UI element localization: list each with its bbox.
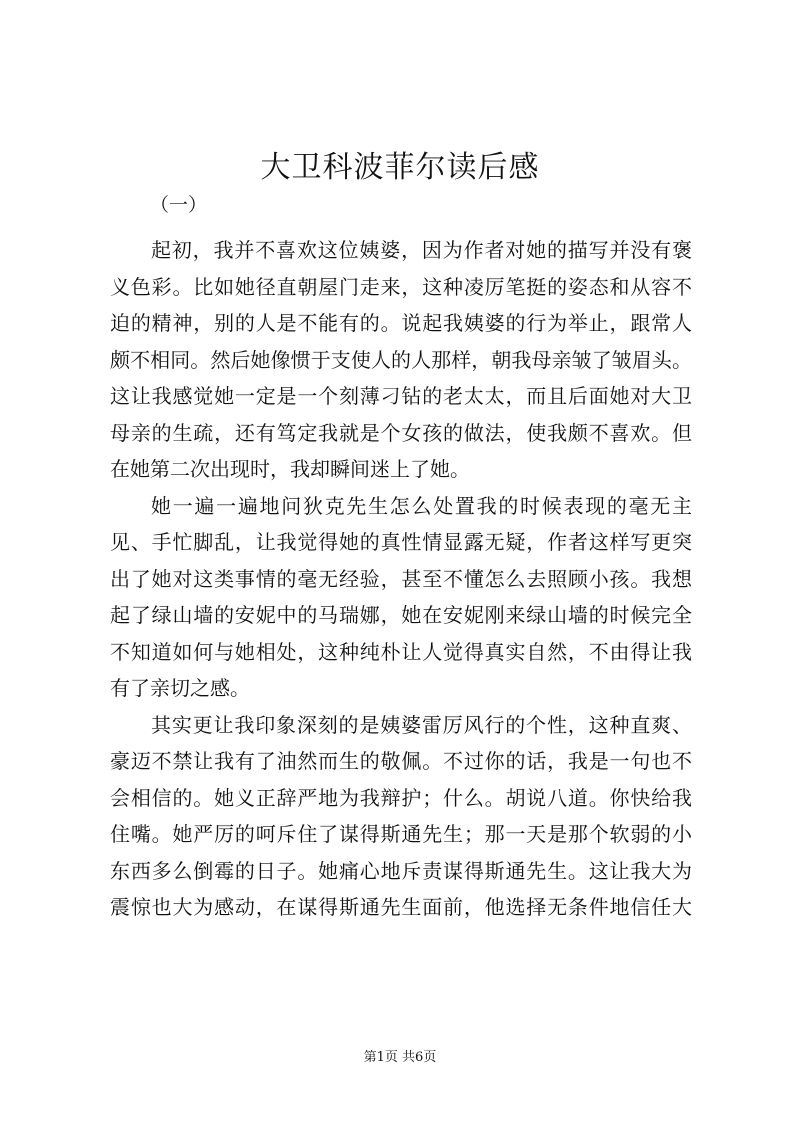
text-line: 起了绿山墙的安妮中的马瑞娜，她在安妮刚来绿山墙的时候完全 bbox=[110, 603, 692, 627]
text-line: 东西多么倒霉的日子。她痛心地斥责谋得斯通先生。这让我大为 bbox=[110, 858, 692, 883]
text-line: 住嘴。她严厉的呵斥住了谋得斯通先生；那一天是那个软弱的小 bbox=[110, 822, 692, 846]
text-line: 出了她对这类事情的毫无经验，甚至不懂怎么去照顾小孩。我想 bbox=[110, 566, 692, 591]
text-line: 豪迈不禁让我有了油然而生的敬佩。不过你的话，我是一句也不 bbox=[110, 749, 692, 773]
text-line: 其实更让我印象深刻的是姨婆雷厉风行的个性，这种直爽、 bbox=[151, 712, 692, 737]
document-body bbox=[110, 232, 692, 926]
text-line: 颇不相同。然后她像惯于支使人的人那样，朝我母亲皱了皱眉头。 bbox=[110, 347, 692, 372]
document-title: 大卫科波菲尔读后感 bbox=[260, 150, 540, 185]
text-line: 她一遍一遍地问狄克先生怎么处置我的时候表现的毫无主 bbox=[151, 493, 692, 518]
text-line: 这让我感觉她一定是一个刻薄刁钻的老太太，而且后面她对大卫 bbox=[110, 384, 692, 408]
text-line: 有了亲切之感。 bbox=[110, 676, 250, 700]
section-heading: （一） bbox=[150, 194, 208, 216]
text-line: 见、手忙脚乱，让我觉得她的真性情显露无疑，作者这样写更突 bbox=[110, 530, 692, 554]
text-line: 震惊也大为感动，在谋得斯通先生面前，他选择无条件地信任大 bbox=[110, 895, 692, 919]
text-line: 在她第二次出现时，我却瞬间迷上了她。 bbox=[110, 457, 470, 481]
page-footer: 第1页 共6页 bbox=[363, 1050, 437, 1065]
text-line: 义色彩。比如她径直朝屋门走来，这种凌厉笔挺的姿态和从容不 bbox=[110, 274, 692, 299]
text-line: 母亲的生疏，还有笃定我就是个女孩的做法，使我颇不喜欢。但 bbox=[110, 420, 692, 445]
text-line: 起初，我并不喜欢这位姨婆，因为作者对她的描写并没有褒 bbox=[151, 238, 692, 262]
paragraph bbox=[110, 707, 692, 926]
text-line: 不知道如何与她相处，这种纯朴让人觉得真实自然，不由得让我 bbox=[110, 639, 692, 664]
paragraph bbox=[110, 488, 692, 707]
paragraph bbox=[110, 232, 692, 488]
text-line: 迫的精神，别的人是不能有的。说起我姨婆的行为举止，跟常人 bbox=[110, 311, 692, 335]
text-line: 会相信的。她义正辞严地为我辩护；什么。胡说八道。你快给我 bbox=[110, 785, 692, 810]
